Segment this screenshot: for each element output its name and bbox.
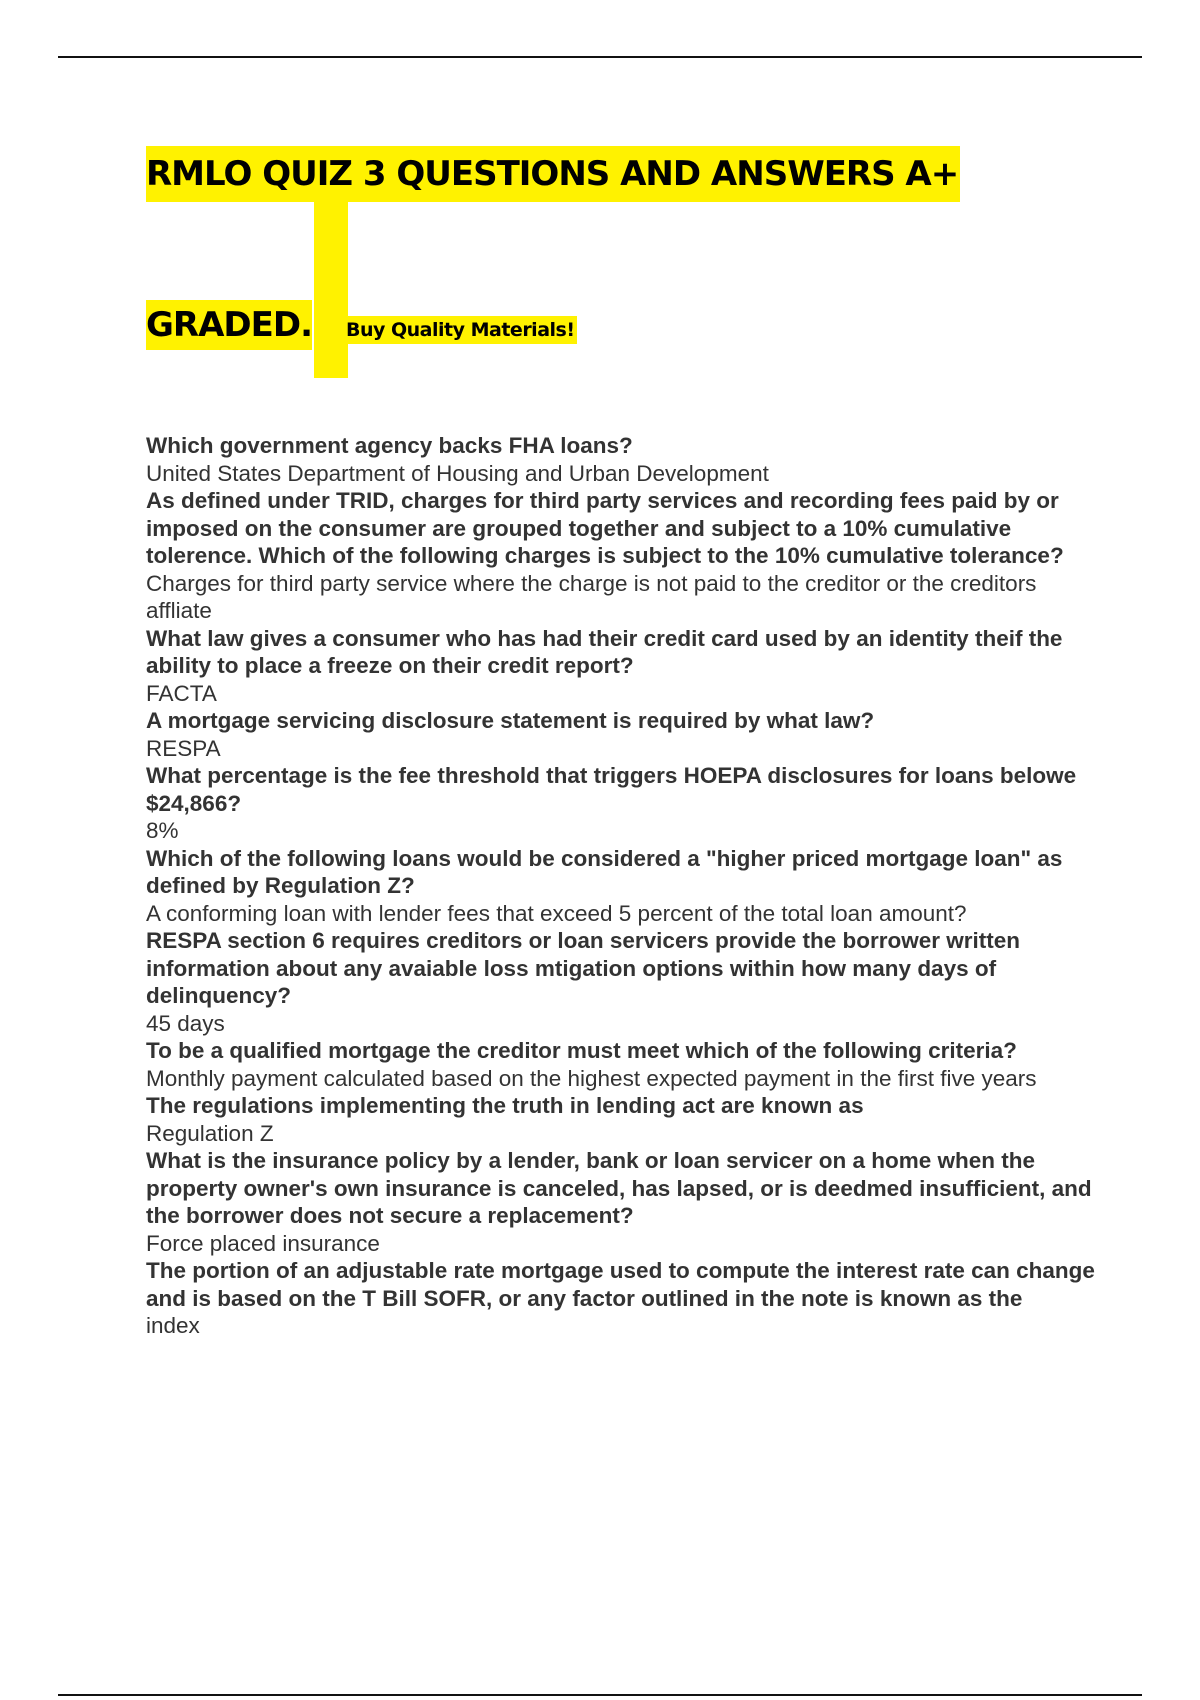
answer-3: FACTA	[146, 680, 217, 706]
question-7: RESPA section 6 requires creditors or loan servicers provide the borrower written information about any avaiable loss mtigation options within how many days of delinquency?	[146, 928, 1021, 1008]
top-rule	[58, 56, 1142, 58]
answer-5: 8%	[146, 818, 179, 843]
question-1: Which government agency backs FHA loans?	[146, 433, 633, 458]
title-highlight-stem	[314, 202, 348, 378]
answer-2: Charges for third party service where the charge is not paid to the creditor or the creditors affliate	[146, 570, 1037, 623]
question-2: As defined under TRID, charges for third party services and recording fees paid by or imposed on the consumer are grouped together and subject to a 10% cumulative tolerence. Which of the following charges is subject to the 10% cumulative tolerance?	[146, 488, 1064, 568]
answer-8: Monthly payment calculated based on the highest expected payment in the first five years	[146, 1065, 1037, 1091]
qa-list	[146, 432, 1106, 1340]
answer-6: A conforming loan with lender fees that exceed 5 percent of the total loan amount?	[146, 900, 967, 926]
question-6: Which of the following loans would be considered a "higher priced mortgage loan" as defined by Regulation Z?	[146, 845, 1063, 898]
question-3: What law gives a consumer who has had their credit card used by an identity theif the ability to place a freeze on their credit report?	[146, 625, 1063, 678]
answer-9: Regulation Z	[146, 1120, 274, 1146]
question-11: The portion of an adjustable rate mortgage used to compute the interest rate can change and is based on the T Bill SOFR, or any factor outlined in the note is known as the	[146, 1258, 1095, 1311]
doc-title-line1: RMLO QUIZ 3 QUESTIONS AND ANSWERS A+	[146, 146, 960, 202]
bottom-rule	[58, 1694, 1142, 1696]
question-8: To be a qualified mortgage the creditor must meet which of the following criteria?	[146, 1038, 1017, 1063]
question-9: The regulations implementing the truth in lending act are known as	[146, 1093, 864, 1118]
question-5: What percentage is the fee threshold that triggers HOEPA disclosures for loans belowe $24,866?	[146, 763, 1077, 816]
answer-10: Force placed insurance	[146, 1230, 380, 1256]
answer-7: 45 days	[146, 1010, 225, 1036]
tagline: Buy Quality Materials!	[346, 316, 577, 344]
answer-4: RESPA	[146, 735, 221, 761]
question-10: What is the insurance policy by a lender, bank or loan servicer on a home when the property owner's own insurance is canceled, has lapsed, or is deedmed insufficient, and the borrower does not secure a replacement?	[146, 1148, 1092, 1228]
question-4: A mortgage servicing disclosure statement is required by what law?	[146, 708, 875, 733]
answer-11: index	[146, 1313, 200, 1338]
answer-1: United States Department of Housing and Urban Development	[146, 460, 769, 486]
doc-title-line2: GRADED.	[146, 300, 312, 350]
